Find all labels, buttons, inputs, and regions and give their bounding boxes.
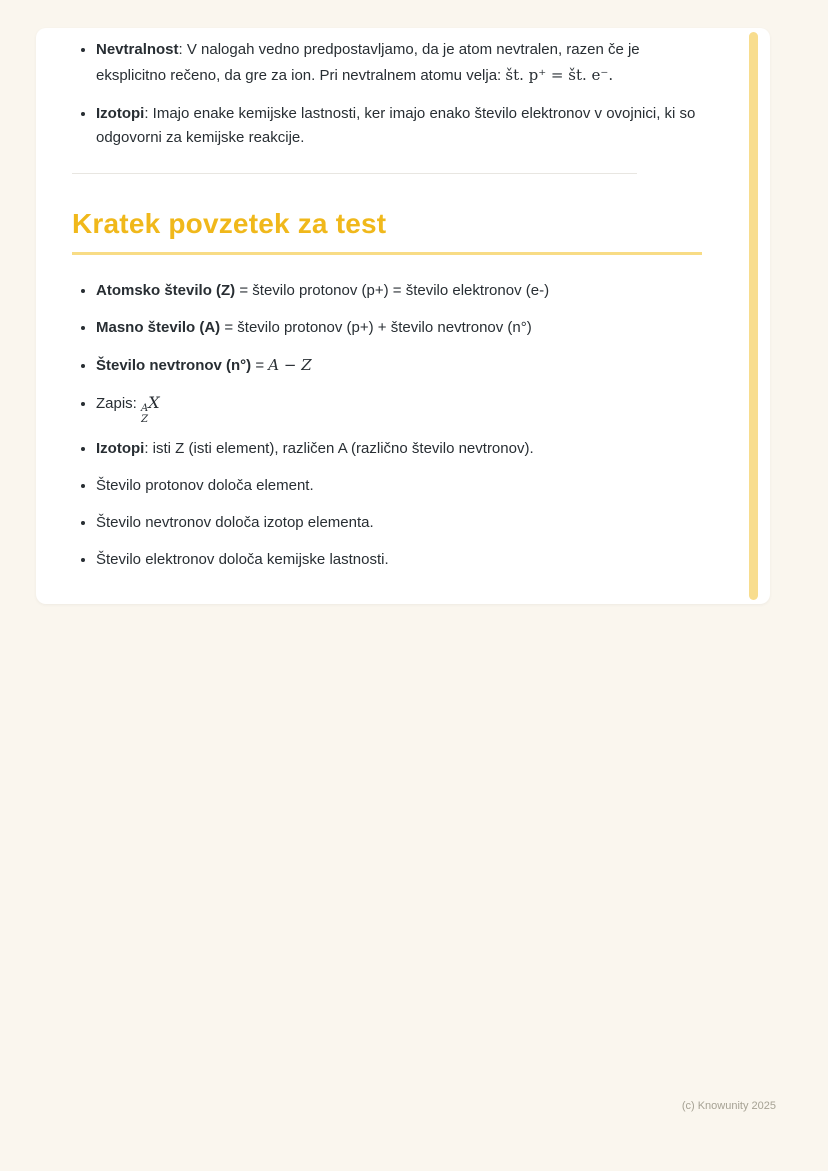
list-item <box>96 474 710 499</box>
copyright-footer: (c) Knowunity 2025 <box>681 1100 776 1112</box>
term-bold: Izotopi <box>96 440 145 458</box>
body-text: = število protonov (p+) + število nevtronov (n°) <box>220 318 532 336</box>
math-expression: A − Z <box>268 355 312 374</box>
content-card <box>36 28 770 604</box>
body-text: : isti Z (isti element), različen A (različno število nevtronov). <box>144 440 534 458</box>
nuclide-notation <box>141 393 160 425</box>
yellow-accent-bar <box>749 32 758 600</box>
nuclide-symbol: X <box>148 393 160 413</box>
intro-list <box>72 38 710 151</box>
body-text: Število nevtronov določa izotop elementa. <box>96 513 374 531</box>
math-expression: št. p⁺ = št. e⁻. <box>505 65 614 84</box>
list-item <box>96 279 710 304</box>
body-text: = <box>251 356 269 374</box>
list-item <box>96 102 710 152</box>
term-bold: Masno število (A) <box>96 318 221 336</box>
term-bold: Izotopi <box>96 104 145 122</box>
list-item <box>96 548 710 573</box>
nuclide-mass-number: A <box>141 403 149 415</box>
body-text: : V nalogah vedno predpostavljamo, da je atom nevtralen, razen če je eksplicitno rečeno, da gre za ion. Pri nevtralnem atomu velja: <box>96 41 640 84</box>
section-divider <box>72 173 637 174</box>
list-item <box>96 316 710 341</box>
term-bold: Atomsko število (Z) <box>96 282 236 299</box>
list-item <box>96 38 710 89</box>
body-text: Zapis: <box>96 395 142 413</box>
nuclide-atomic-number: Z <box>141 413 149 425</box>
list-item <box>96 390 710 425</box>
summary-list <box>72 279 710 572</box>
list-item <box>96 437 710 462</box>
list-item <box>96 353 710 379</box>
list-item <box>96 511 710 536</box>
body-text: = število protonov (p+) = število elektronov (e-) <box>235 282 550 299</box>
body-text: Število protonov določa element. <box>96 477 314 494</box>
section-heading: Kratek povzetek za test <box>72 208 702 255</box>
card-content <box>36 28 770 572</box>
body-text: Število elektronov določa kemijske lastnosti. <box>96 550 389 568</box>
term-bold: Nevtralnost <box>96 41 179 58</box>
body-text: : Imajo enake kemijske lastnosti, ker imajo enako število elektronov v ovojnici, ki so odgovorni za kemijske reakcije. <box>96 104 696 147</box>
term-bold: Število nevtronov (n°) <box>96 356 252 374</box>
